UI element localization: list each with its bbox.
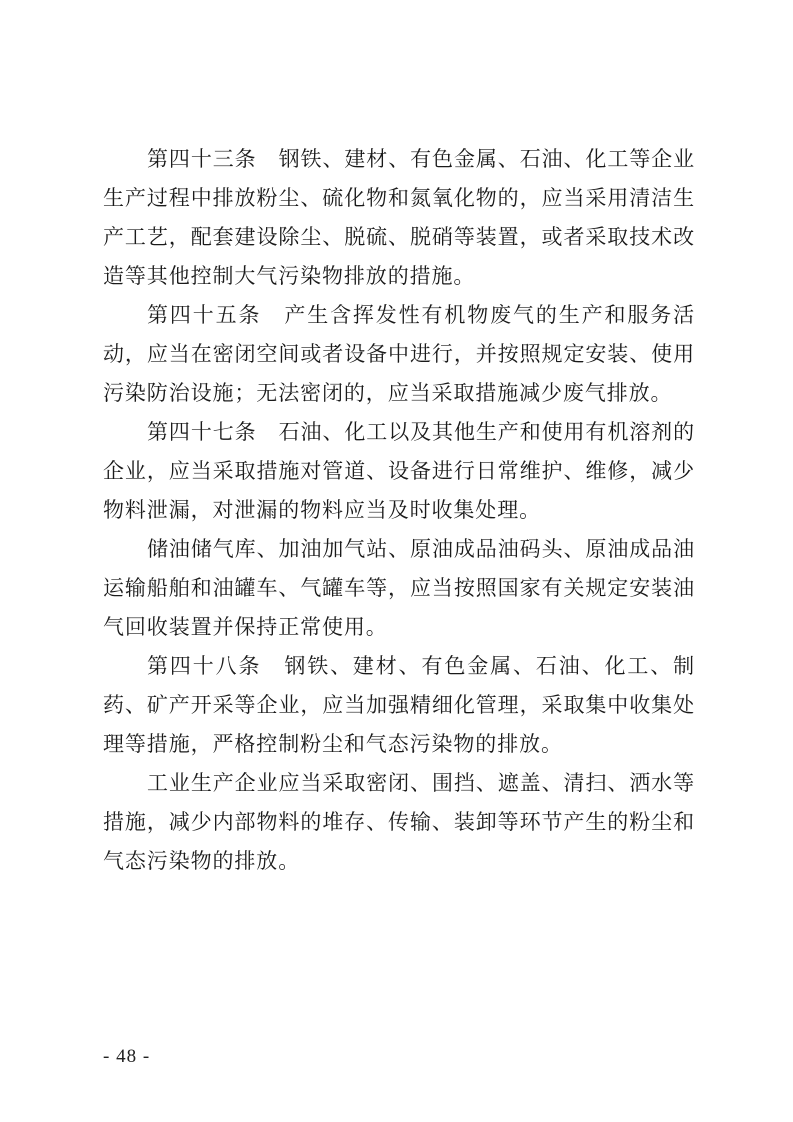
article-number: 第四十八条 [147,654,262,678]
article-number: 第四十五条 [147,303,262,327]
article-text: 钢铁、建材、有色金属、石油、化工等企业生产过程中排放粉尘、硫化物和氮氧化物的，应当采用清洁生产工艺，配套建设除尘、脱硫、脱硝等装置，或者采取技术改造等其他控制大气污染物排放的措施。 [103,147,696,288]
page-number: - 48 - [103,1046,151,1067]
paragraph-article-48 [103,647,695,764]
paragraph-article-45 [103,296,695,413]
article-number: 第四十三条 [147,147,257,171]
article-text: 储油储气库、加油加气站、原油成品油码头、原油成品油运输船舶和油罐车、气罐车等，应当按照国家有关规定安装油气回收装置并保持正常使用。 [103,537,695,639]
article-number: 第四十七条 [147,420,257,444]
paragraph-article-47-clause-2 [103,530,695,647]
paragraph-article-43 [103,140,695,296]
article-text: 产生含挥发性有机物废气的生产和服务活动，应当在密闭空间或者设备中进行，并按照规定安装、使用污染防治设施；无法密闭的，应当采取措施减少废气排放。 [103,303,696,405]
paragraph-article-47 [103,413,695,530]
article-text: 工业生产企业应当采取密闭、围挡、遮盖、清扫、洒水等措施，减少内部物料的堆存、传输、装卸等环节产生的粉尘和气态污染物的排放。 [103,771,695,873]
paragraph-article-48-clause-2 [103,764,695,881]
article-text: 石油、化工以及其他生产和使用有机溶剂的企业，应当采取措施对管道、设备进行日常维护、维修，减少物料泄漏，对泄漏的物料应当及时收集处理。 [103,420,696,522]
document-body [103,140,695,881]
article-text: 钢铁、建材、有色金属、石油、化工、制药、矿产开采等企业，应当加强精细化管理，采取集中收集处理等措施，严格控制粉尘和气态污染物的排放。 [103,654,696,756]
